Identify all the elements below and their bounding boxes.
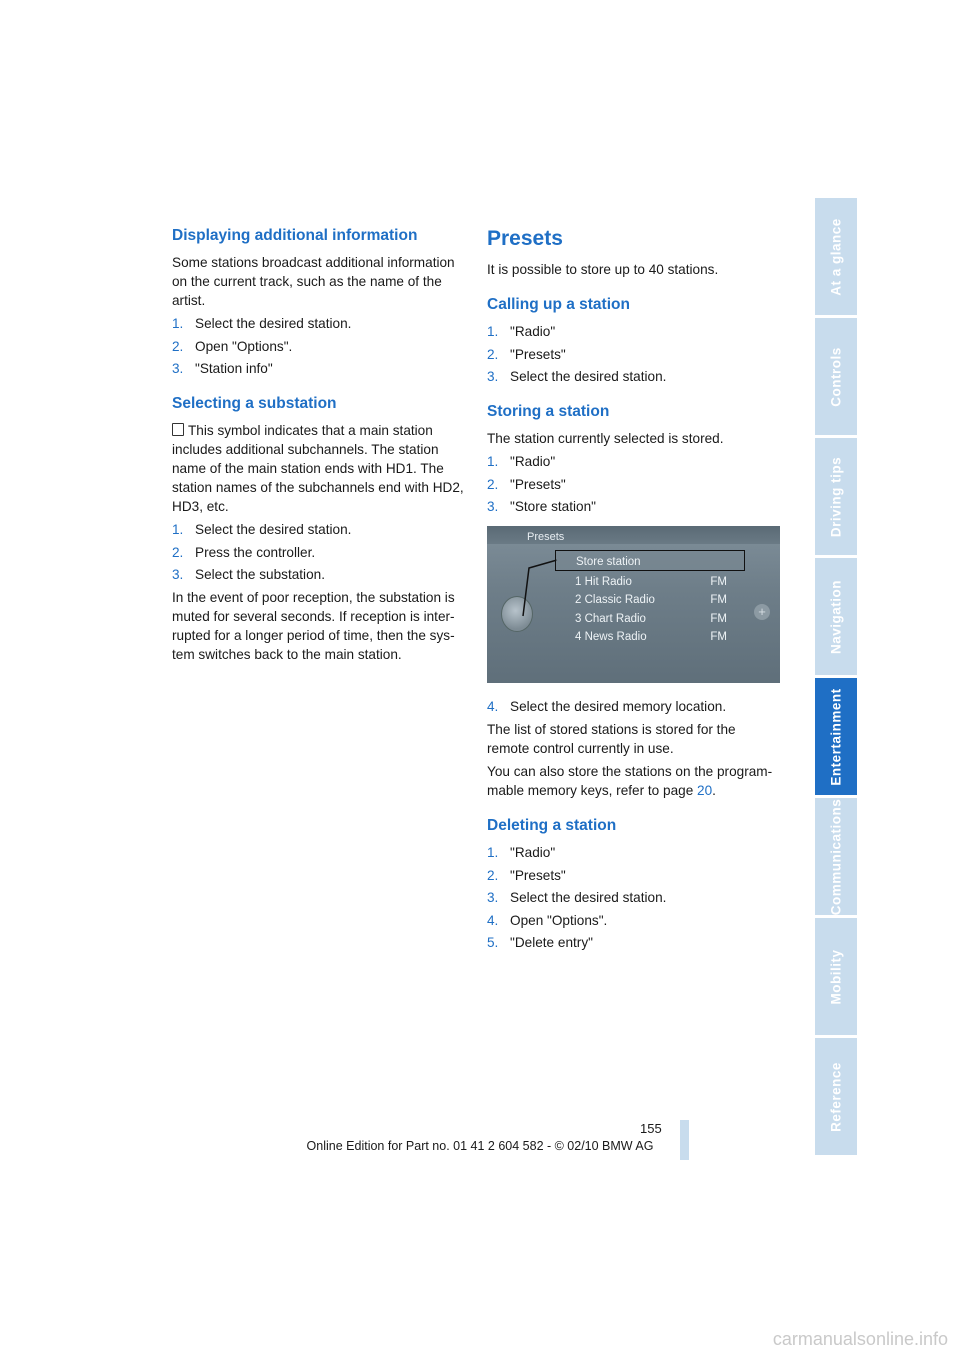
left-column [172,226,464,668]
tab-at-a-glance[interactable]: At a glance [815,198,857,315]
tab-controls[interactable]: Controls [815,318,857,435]
step: 1. "Radio" [487,845,556,860]
deleting-steps [487,843,779,952]
substation-intro: This symbol indicates that a main station includes additional subchannels. The station name of the main station ends with HD1. The station names of the subchannels end with HD2, HD3, etc. [172,423,464,514]
tab-communications[interactable]: Communications [815,798,857,915]
step: 3. Select the desired station. [487,890,667,905]
plus-icon: + [754,604,770,620]
step: 1. Select the desired station. [172,522,352,537]
screen-title: Presets [527,531,565,543]
heading-storing-station: Storing a station [487,403,610,420]
substation-steps [172,520,464,584]
page-number: 155 [640,1121,662,1136]
presets-screen-image [487,526,780,683]
step: 3. "Store station" [487,499,596,514]
screen-preset-row: 3 Chart Radio FM [575,612,727,625]
right-column [487,226,779,956]
step: 4. Open "Options". [487,912,608,928]
heading-calling-station: Calling up a station [487,296,630,313]
storing-intro: The station currently selected is stored. [487,431,724,446]
step: 2. Open "Options". [172,338,293,354]
screen-menu [555,550,745,645]
heading-deleting-station: Deleting a station [487,817,617,834]
additional-info-intro: Some stations broadcast additional information on the current track, such as the name of the artist. [172,255,455,308]
tab-entertainment[interactable]: Entertainment [815,678,857,795]
tab-navigation[interactable]: Navigation [815,558,857,675]
calling-steps [487,322,779,386]
step: 1. "Radio" [487,454,556,469]
storing-steps [487,452,779,516]
step: 2. Press the controller. [172,544,316,560]
tab-reference[interactable]: Reference [815,1038,857,1155]
step: 1. Select the desired station. [172,316,352,331]
screen-preset-row: 1 Hit Radio FM [575,575,727,588]
tab-mobility[interactable]: Mobility [815,918,857,1035]
presets-intro: It is possible to store up to 40 stations. [487,262,719,277]
screen-preset-row: 4 News Radio FM [575,631,727,643]
controller-knob-icon [501,596,533,632]
screen-store-station-row: Store station [555,550,745,571]
step: 3. Select the substation. [172,567,325,582]
step: 3. "Station info" [172,361,273,376]
heading-substation: Selecting a substation [172,395,337,412]
tab-driving-tips[interactable]: Driving tips [815,438,857,555]
storing-step-4 [487,697,779,716]
step: 3. Select the desired station. [487,369,667,384]
storing-note-2: You can also store the stations on the program-mable memory keys, refer to page 20. [487,764,773,798]
heading-additional-info: Displaying additional information [172,227,418,244]
watermark: carmanualsonline.info [772,1329,948,1349]
chapter-tabs [815,198,857,1158]
step: 5. "Delete entry" [487,935,593,950]
hd-subchannel-icon [172,423,184,436]
heading-presets: Presets [487,227,563,250]
step: 1. "Radio" [487,324,556,339]
storing-note-1: The list of stored stations is stored for the remote control currently in use. [487,722,736,756]
step: 2. "Presets" [487,346,566,362]
step: 2. "Presets" [487,867,566,883]
step: 2. "Presets" [487,476,566,492]
additional-info-steps [172,314,464,378]
screen-preset-row: 2 Classic Radio FM [575,594,727,606]
footer-edition: Online Edition for Part no. 01 41 2 604 582 - © 02/10 BMW AG [306,1139,654,1153]
step: 4. Select the desired memory location. [487,699,727,714]
page-reference-link[interactable]: 20 [697,783,713,798]
substation-note: In the event of poor reception, the substation is muted for several seconds. If reception is inter-rupted for a longer period of time, then the sys-tem switches back to the main station. [172,590,455,662]
